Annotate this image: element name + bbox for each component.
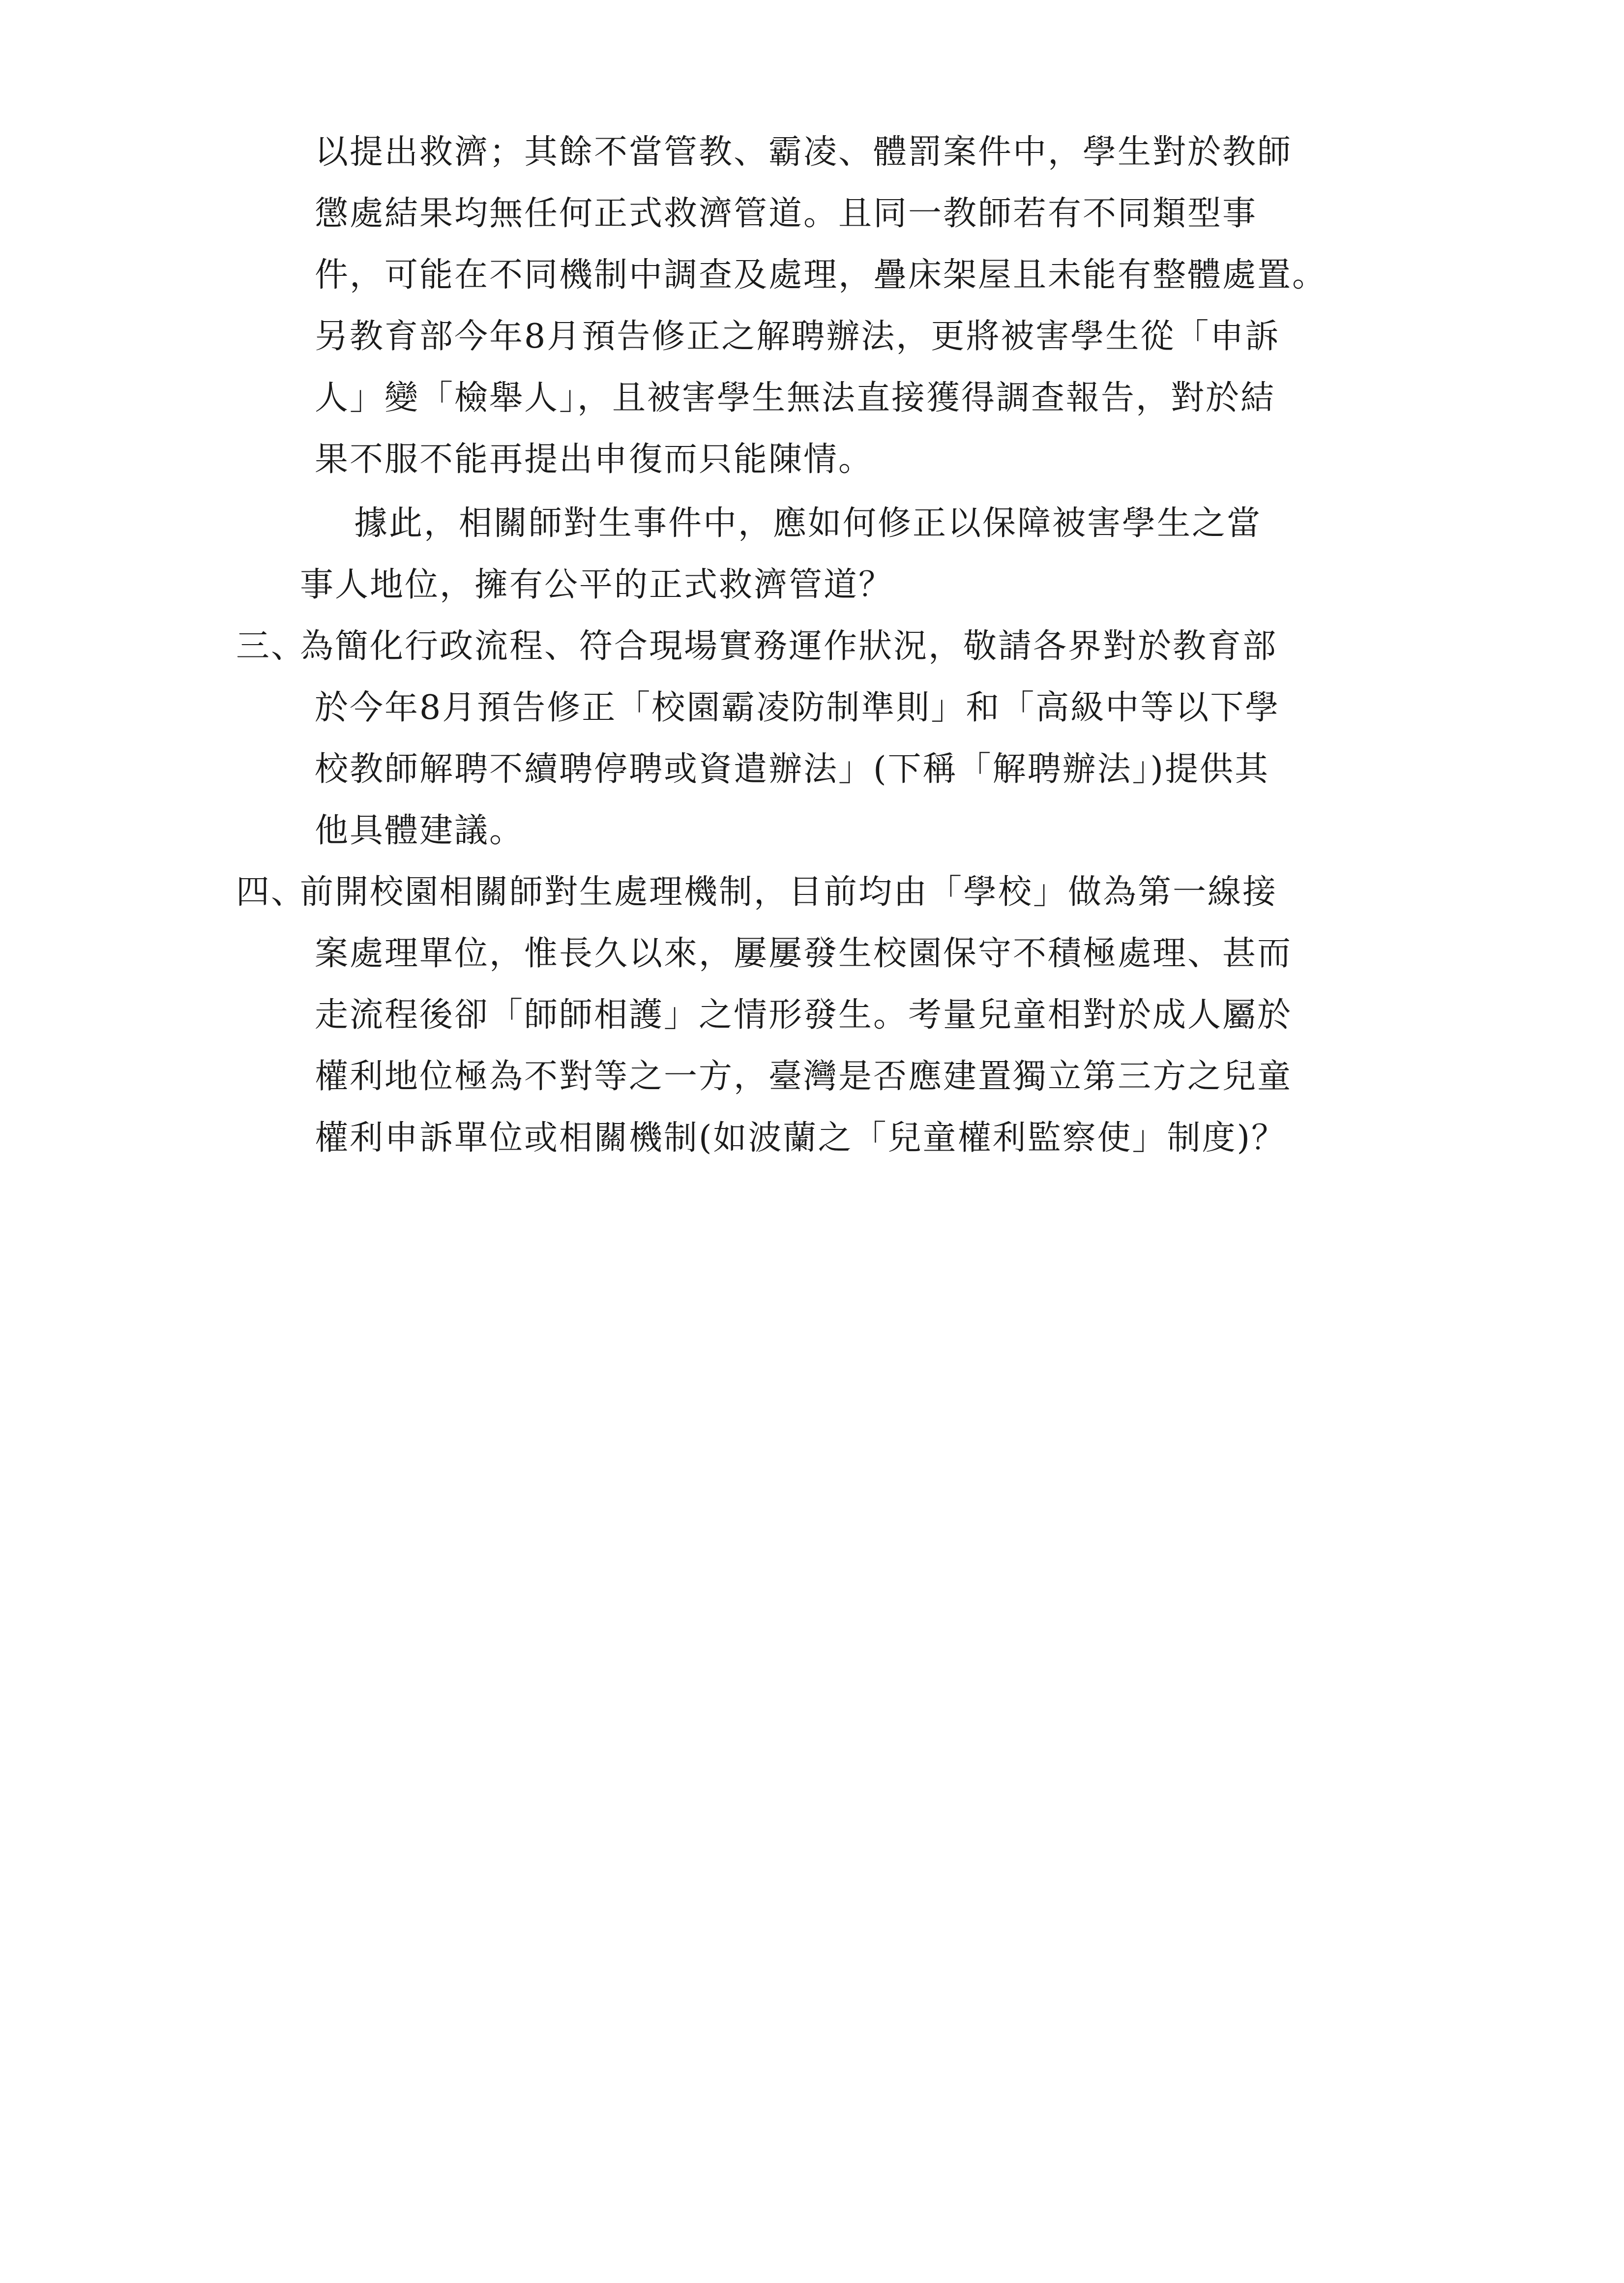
item-three-marker: 三、 bbox=[236, 627, 306, 666]
continuation-line-5: 人」變「檢舉人」，且被害學生無法直接獲得調查報告，對於結 bbox=[315, 379, 1276, 417]
item-four-line-3: 走流程後卻「師師相護」之情形發生。考量兒童相對於成人屬於 bbox=[315, 996, 1293, 1035]
item-three-line-3: 校教師解聘不續聘停聘或資遣辦法」(下稱「解聘辦法」)提供其 bbox=[315, 750, 1270, 789]
item-three-line-2: 於今年8月預告修正「校園霸凌防制準則」和「高級中等以下學 bbox=[315, 688, 1280, 727]
continuation-line-1: 以提出救濟；其餘不當管教、霸凌、體罰案件中，學生對於教師 bbox=[315, 133, 1293, 172]
continuation-line-6: 果不服不能再提出申復而只能陳情。 bbox=[315, 440, 874, 479]
paragraph-two-line-2: 事人地位，擁有公平的正式救濟管道？ bbox=[300, 565, 894, 604]
item-four-line-4: 權利地位極為不對等之一方，臺灣是否應建置獨立第三方之兒童 bbox=[315, 1057, 1293, 1096]
item-three-line-4: 他具體建議。 bbox=[315, 811, 525, 850]
item-three-line-1: 為簡化行政流程、符合現場實務運作狀況，敬請各界對於教育部 bbox=[300, 627, 1278, 666]
continuation-line-2: 懲處結果均無任何正式救濟管道。且同一教師若有不同類型事 bbox=[315, 194, 1258, 233]
item-four-line-5: 權利申訴單位或相關機制(如波蘭之「兒童權利監察使」制度)？ bbox=[315, 1119, 1287, 1157]
item-four-line-1: 前開校園相關師對生處理機制，目前均由「學校」做為第一線接 bbox=[300, 873, 1278, 912]
item-four-marker: 四、 bbox=[236, 873, 306, 912]
paragraph-two-line-1: 據此，相關師對生事件中，應如何修正以保障被害學生之當 bbox=[354, 504, 1262, 543]
item-four-line-2: 案處理單位，惟長久以來，屢屢發生校園保守不積極處理、甚而 bbox=[315, 934, 1293, 973]
continuation-line-4: 另教育部今年8月預告修正之解聘辦法，更將被害學生從「申訴 bbox=[315, 317, 1280, 356]
continuation-line-3: 件，可能在不同機制中調查及處理，疊床架屋且未能有整體處置。 bbox=[315, 256, 1328, 295]
